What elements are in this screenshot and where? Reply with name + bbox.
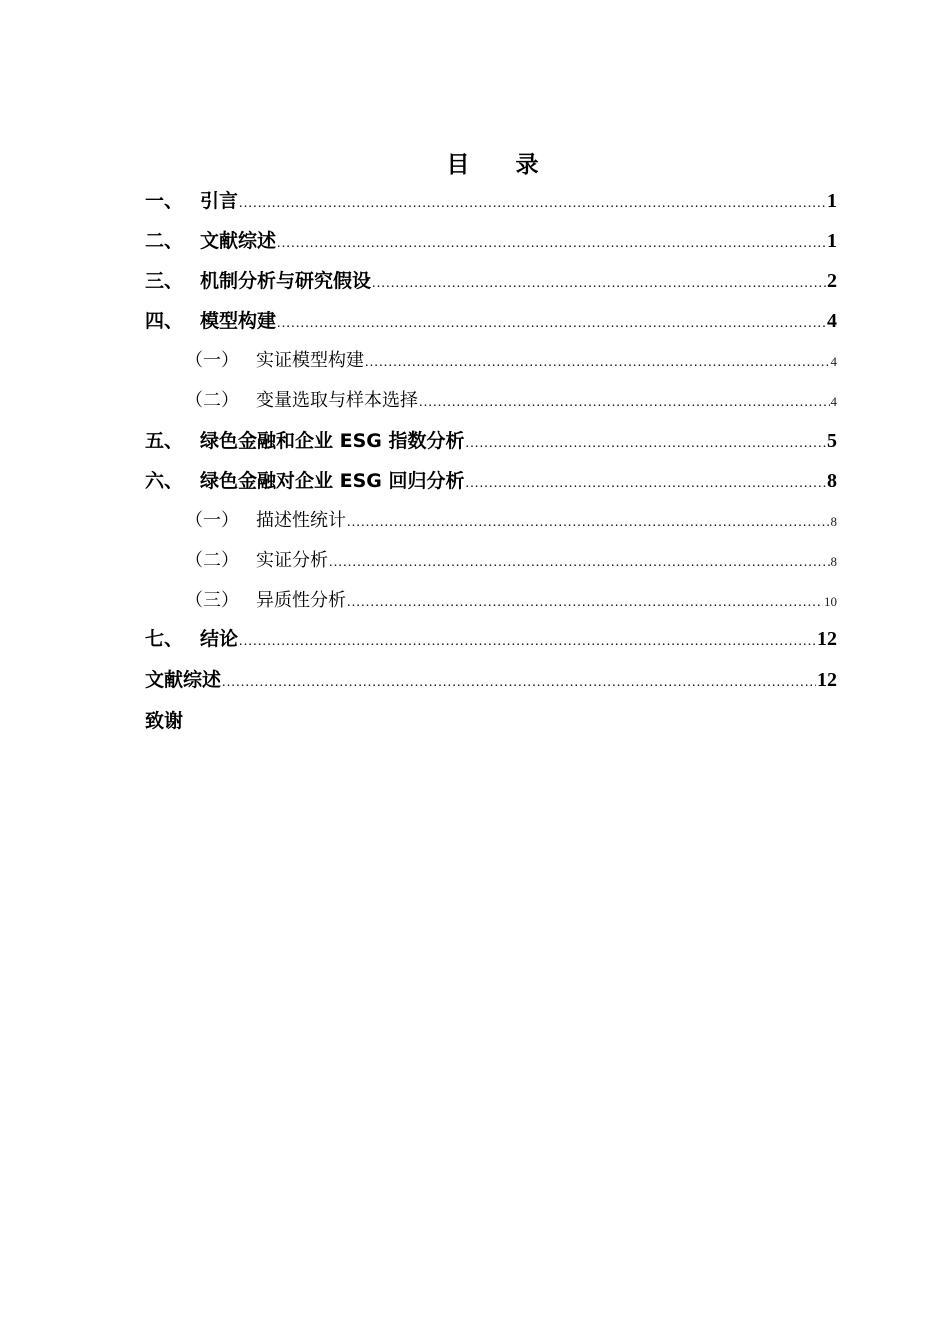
toc-entry-empirical-model[interactable] bbox=[185, 346, 837, 376]
dot-leader bbox=[239, 635, 816, 649]
toc-entry-empirical-analysis[interactable] bbox=[185, 546, 837, 576]
dot-leader bbox=[277, 317, 826, 331]
toc-entry-page: 4 bbox=[830, 354, 837, 369]
toc-entry-title: 异质性分析 bbox=[256, 590, 346, 611]
toc-entry-title: 模型构建 bbox=[200, 310, 277, 332]
toc-entry-esg-index-analysis[interactable] bbox=[145, 426, 837, 456]
toc-entry-title: 实证分析 bbox=[256, 550, 328, 571]
dot-leader bbox=[222, 676, 816, 690]
toc-title-part2: 录 bbox=[515, 152, 539, 178]
dot-leader bbox=[365, 356, 830, 370]
toc-entry-number: 五、 bbox=[145, 430, 184, 452]
toc-entry-heterogeneity[interactable] bbox=[185, 586, 837, 616]
toc-entry-number: 六、 bbox=[145, 470, 184, 492]
toc-entry-page: 10 bbox=[824, 594, 837, 609]
dot-leader bbox=[466, 437, 827, 451]
toc-entry-title: 机制分析与研究假设 bbox=[200, 270, 372, 292]
toc-entry-page: 1 bbox=[827, 230, 837, 252]
toc-entry-number: 二、 bbox=[145, 230, 184, 252]
toc-entry-title: 变量选取与样本选择 bbox=[256, 390, 418, 411]
dot-leader bbox=[347, 516, 830, 530]
toc-entry-title: 绿色金融对企业 ESG 回归分析 bbox=[200, 470, 465, 492]
toc-entry-page: 5 bbox=[827, 430, 837, 452]
toc-entry-title: 引言 bbox=[200, 190, 239, 212]
toc-entry-page: 4 bbox=[827, 310, 837, 332]
toc-title-part1: 目 bbox=[446, 152, 470, 178]
toc-entry-page: 12 bbox=[817, 669, 837, 691]
toc-entry-number: （一） bbox=[185, 510, 239, 531]
toc-entry-title: 描述性统计 bbox=[256, 510, 346, 531]
dot-leader bbox=[277, 237, 826, 251]
toc-entry-number: 一、 bbox=[145, 190, 184, 212]
toc-entry-mechanism-analysis[interactable] bbox=[145, 266, 837, 296]
toc-entry-page: 4 bbox=[830, 394, 837, 409]
toc-entry-number: 四、 bbox=[145, 310, 184, 332]
toc-entry-number: 三、 bbox=[145, 270, 184, 292]
toc-entry-model-construction[interactable] bbox=[145, 306, 837, 336]
toc-entry-literature-review[interactable] bbox=[145, 226, 837, 256]
toc-entry-conclusion[interactable] bbox=[145, 624, 837, 654]
toc-entry-page: 2 bbox=[827, 270, 837, 292]
toc-entry-title: 结论 bbox=[200, 628, 239, 650]
toc-entry-number: （二） bbox=[185, 390, 239, 411]
toc-entry-page: 8 bbox=[827, 470, 837, 492]
dot-leader bbox=[466, 477, 827, 491]
toc-entry-variables-sample[interactable] bbox=[185, 386, 837, 416]
dot-leader bbox=[347, 596, 823, 610]
toc-entry-acknowledgements[interactable] bbox=[145, 706, 837, 736]
toc-entry-title: 致谢 bbox=[145, 710, 184, 732]
toc-entry-number: （二） bbox=[185, 550, 239, 571]
dot-leader bbox=[372, 277, 826, 291]
toc-entry-number: 七、 bbox=[145, 628, 184, 650]
toc-entry-page: 8 bbox=[830, 554, 837, 569]
toc-entry-title: 文献综述 bbox=[145, 669, 222, 691]
dot-leader bbox=[239, 197, 826, 211]
toc-entry-title: 文献综述 bbox=[200, 230, 277, 252]
toc-entry-title: 实证模型构建 bbox=[256, 350, 364, 371]
toc-entry-page: 8 bbox=[830, 514, 837, 529]
toc-entry-page: 12 bbox=[817, 628, 837, 650]
toc-entry-esg-regression[interactable] bbox=[145, 466, 837, 496]
toc-entry-descriptive-stats[interactable] bbox=[185, 506, 837, 536]
dot-leader bbox=[329, 556, 830, 570]
toc-entry-introduction[interactable] bbox=[145, 186, 837, 216]
toc-entry-number: （三） bbox=[185, 590, 239, 611]
toc-entry-title: 绿色金融和企业 ESG 指数分析 bbox=[200, 430, 465, 452]
toc-entry-references[interactable] bbox=[145, 665, 837, 695]
dot-leader bbox=[419, 396, 830, 410]
toc-entry-page: 1 bbox=[827, 190, 837, 212]
toc-entry-number: （一） bbox=[185, 350, 239, 371]
